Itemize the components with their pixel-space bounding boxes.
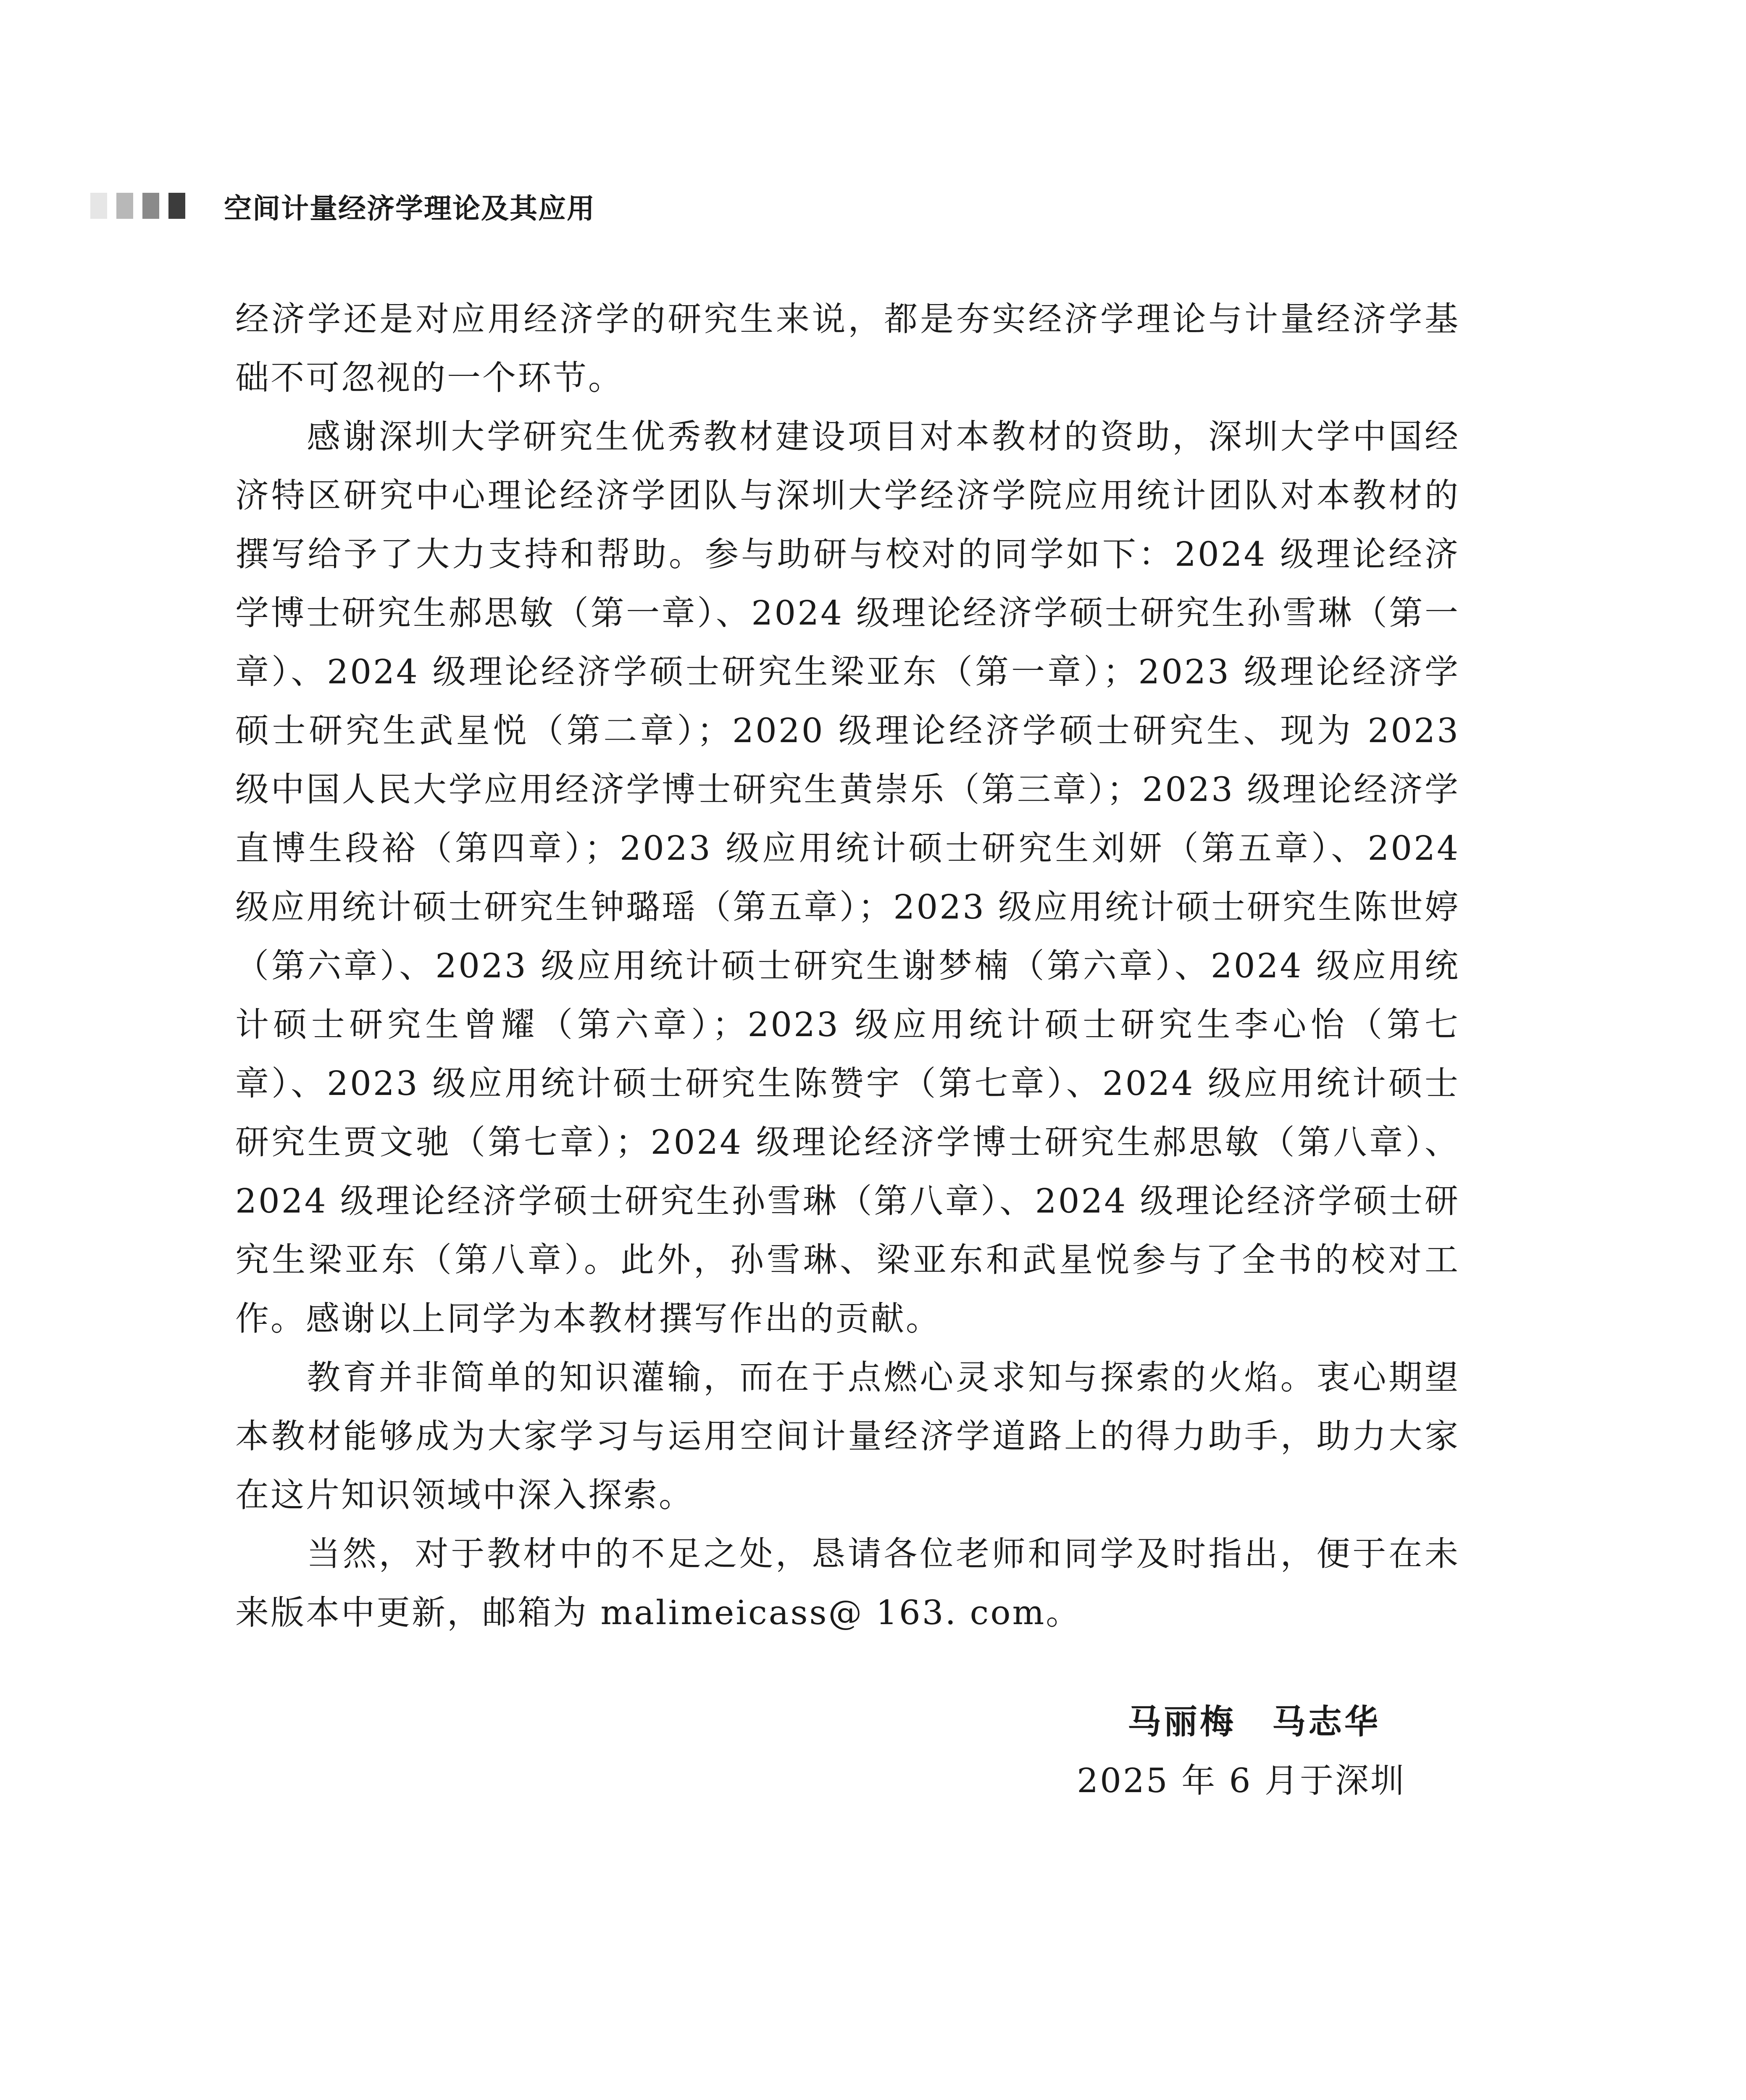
author-names: 马丽梅 马志华 <box>1128 1702 1380 1741</box>
paragraph-acknowledgements: 感谢深圳大学研究生优秀教材建设项目对本教材的资助，深圳大学中国经济特区研究中心理论经济学团队与深圳大学经济学院应用统计团队对本教材的撰写给予了大力支持和帮助。参与助研与校对的同学如下：2024 级理论经济学博士研究生郝思敏（第一章）、2024 级理论经济学硕士研究生孙雪琳（第一章）、2024 级理论经济学硕士研究生梁亚东（第一章）；2023 级理论经济学硕士研究生武星悦（第二章）；2020 级理论经济学硕士研究生、现为 2023 级中国人民大学应用经济学博士研究生黄崇乐（第三章）；2023 级理论经济学直博生段裕（第四章）；2023 级应用统计硕士研究生刘妍（第五章）、2024 级应用统计硕士研究生钟璐瑶（第五章）；2023 级应用统计硕士研究生陈世婷（第六章）、2023 级应用统计硕士研究生谢梦楠（第六章）、2024 级应用统计硕士研究生曾耀（第六章）；2023 级应用统计硕士研究生李心怡（第七章）、2023 级应用统计硕士研究生陈赞宇（第七章）、2024 级应用统计硕士研究生贾文驰（第七章）；2024 级理论经济学博士研究生郝思敏（第八章）、2024 级理论经济学硕士研究生孙雪琳（第八章）、2024 级理论经济学硕士研究生梁亚东（第八章）。此外，孙雪琳、梁亚东和武星悦参与了全书的校对工作。感谢以上同学为本教材撰写作出的贡献。 <box>235 417 1460 1338</box>
header-block-1 <box>90 193 107 219</box>
header-block-3 <box>142 193 159 219</box>
book-title: 空间计量经济学理论及其应用 <box>224 192 595 225</box>
running-header <box>90 187 595 225</box>
paragraph-hope: 教育并非简单的知识灌输，而在于点燃心灵求知与探索的火焰。衷心期望本教材能够成为大家学习与运用空间计量经济学道路上的得力助手，助力大家在这片知识领域中深入探索。 <box>235 1358 1460 1515</box>
paragraph-feedback: 当然，对于教材中的不足之处，恳请各位老师和同学及时指出，便于在未来版本中更新，邮箱为 malimeicass@ 163. com。 <box>235 1534 1460 1632</box>
signature-block <box>1077 1693 1406 1810</box>
header-block-4 <box>168 193 185 219</box>
page-body <box>235 290 1460 1642</box>
signature-date: 2025 年 6 月于深圳 <box>1077 1761 1406 1800</box>
paragraph-continuation: 经济学还是对应用经济学的研究生来说，都是夯实经济学理论与计量经济学基础不可忽视的一个环节。 <box>235 299 1460 397</box>
header-decoration-blocks <box>90 193 195 219</box>
header-block-2 <box>116 193 133 219</box>
